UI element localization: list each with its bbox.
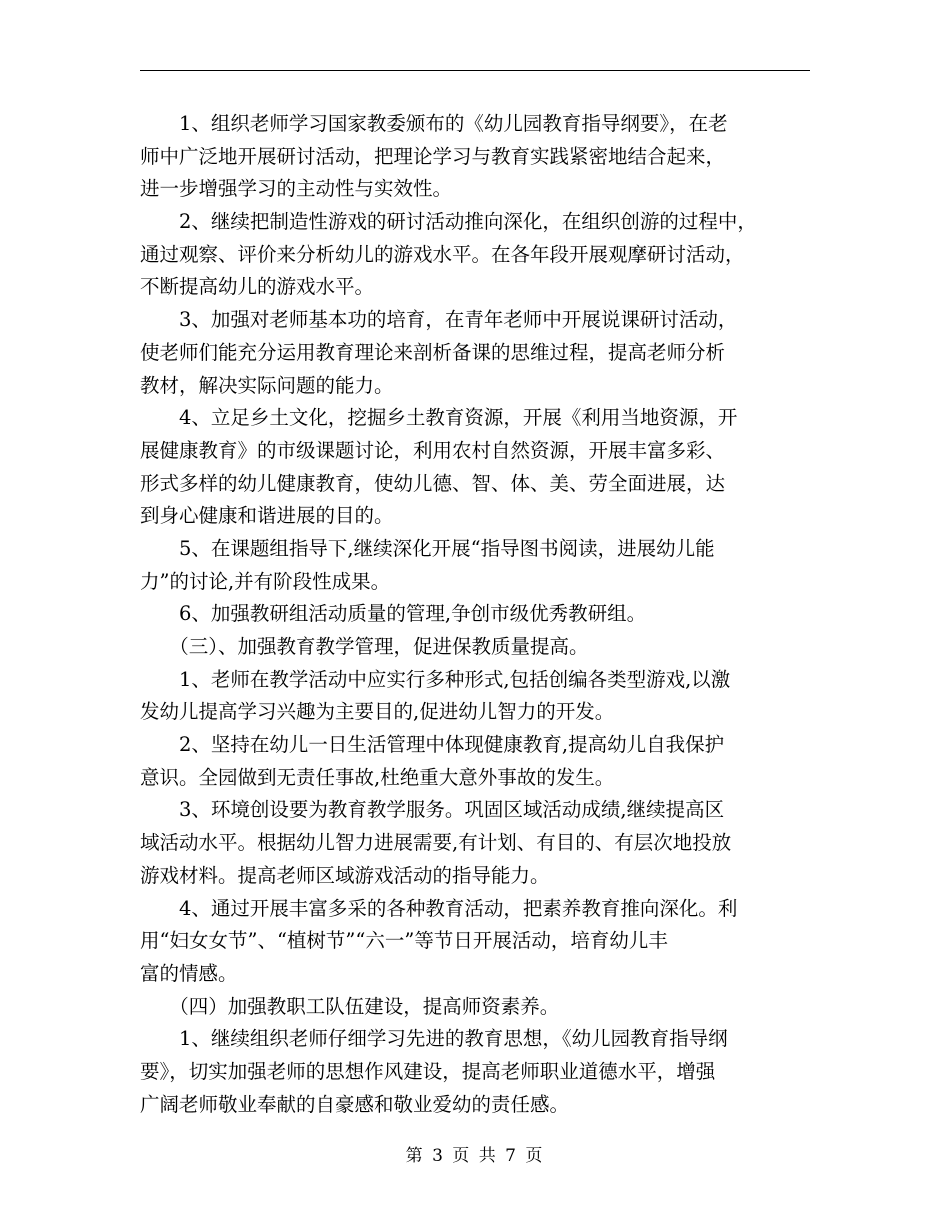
text-line: 2、坚持在幼儿一日生活管理中体现健康教育,提高幼儿自我保护 [140, 733, 725, 757]
section-heading: （三）、加强教育教学管理，促进保教质量提高。 [140, 635, 589, 658]
text-line: 3、加强对老师基本功的培育，在青年老师中开展说课研讨活动， [140, 308, 738, 332]
document-body [140, 108, 810, 1121]
text-line: 2、继续把制造性游戏的研讨活动推向深化，在组织创游的过程中， [140, 210, 757, 234]
text-line: 1、老师在教学活动中应实行多种形式,包括创编各类型游戏,以激 [140, 667, 731, 691]
text-line: 富的情感。 [140, 961, 238, 985]
text-line: 意识。全园做到无责任事故,杜绝重大意外事故的发生。 [140, 765, 615, 789]
text-line: 教材，解决实际问题的能力。 [140, 373, 394, 397]
text-line: 域活动水平。根据幼儿智力进展需要,有计划、有目的、有层次地投放 [140, 831, 732, 855]
text-line: 到身心健康和谐进展的目的。 [140, 504, 394, 528]
text-line: 力”的讨论,并有阶段性成果。 [140, 569, 391, 593]
text-line: 发幼儿提高学习兴趣为主要目的,促进幼儿智力的开发。 [140, 700, 615, 724]
text-line: 1、组织老师学习国家教委颁布的《幼儿园教育指导纲要》，在老 [140, 112, 728, 135]
text-line: 用“妇女女节”、“植树节”“六一”等节日开展活动，培育幼儿丰 [140, 929, 668, 953]
section-heading: （四）加强教职工队伍建设，提高师资素养。 [140, 994, 560, 1018]
text-line: 形式多样的幼儿健康教育，使幼儿德、智、体、美、劳全面进展，达 [140, 471, 726, 495]
text-line: 要》，切实加强老师的思想作风建设，提高老师职业道德水平，增强 [140, 1059, 716, 1083]
text-line: 1、继续组织老师仔细学习先进的教育思想，《幼儿园教育指导纲 [140, 1027, 728, 1051]
text-line: 师中广泛地开展研讨活动，把理论学习与教育实践紧密地结合起来， [140, 144, 726, 168]
text-line: 游戏材料。提高老师区域游戏活动的指导能力。 [140, 863, 550, 887]
text-line: 广阔老师敬业奉献的自豪感和敬业爱幼的责任感。 [140, 1092, 570, 1116]
text-line: 3、环境创设要为教育教学服务。巩固区域活动成绩,继续提高区 [140, 798, 725, 822]
header-rule [140, 70, 810, 71]
text-line: 通过观察、评价来分析幼儿的游戏水平。在各年段开展观摩研讨活动， [140, 242, 745, 266]
text-line: 4、通过开展丰富多采的各种教育活动，把素养教育推向深化。利 [140, 896, 738, 920]
page-number-footer: 第 3 页 共 7 页 [405, 1146, 545, 1166]
text-line: 6、加强教研组活动质量的管理,争创市级优秀教研组。 [140, 602, 647, 626]
text-line: 使老师们能充分运用教育理论来剖析备课的思维过程，提高老师分析 [140, 340, 726, 364]
text-line: 5、在课题组指导下,继续深化开展“指导图书阅读，进展幼儿能 [140, 536, 715, 560]
text-line: 4、立足乡土文化，挖掘乡土教育资源，开展《利用当地资源，开 [140, 406, 738, 430]
text-line: 进一步增强学习的主动性与实效性。 [140, 177, 453, 201]
text-line: 不断提高幼儿的游戏水平。 [140, 275, 375, 299]
text-line: 展健康教育》的市级课题讨论，利用农村自然资源，开展丰富多彩、 [140, 438, 726, 462]
